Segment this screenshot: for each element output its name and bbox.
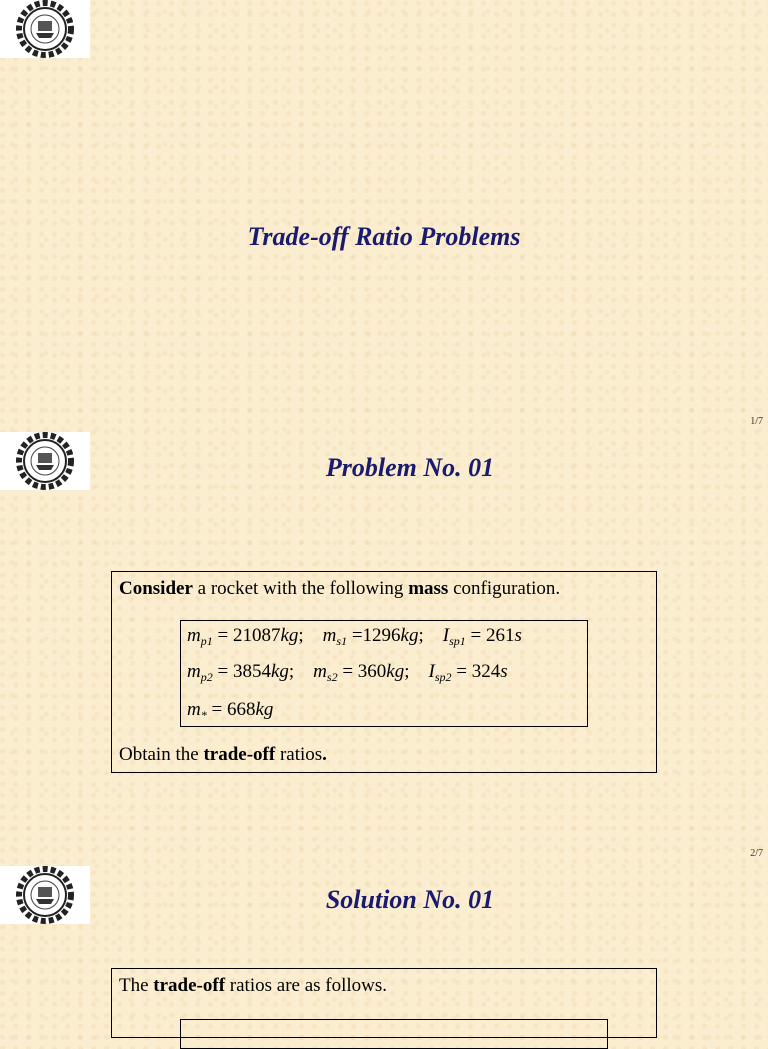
- mass-configuration-equations: [180, 620, 588, 727]
- solution-box: [111, 968, 657, 1038]
- equation-row-3: $m_* = 668kg$: [187, 699, 274, 722]
- problem-box: [111, 571, 657, 773]
- solution-statement: The trade-off ratios are as follows.: [119, 975, 388, 996]
- equation-row-2: $m_{p2} = 3854kg$; $m_{s2} = 360kg$; $I_{sp2} = 324s$: [187, 661, 508, 684]
- page-number: 2/7: [750, 848, 763, 859]
- institute-logo: [0, 0, 90, 58]
- equation-row-1: $m_{p1} = 21087kg$; $m_{s1} =1296kg$; $I_{sp1} = 261s$: [187, 625, 522, 648]
- slide-title: Trade-off Ratio Problems: [247, 222, 521, 251]
- problem-question: Obtain the trade-off ratios.: [119, 744, 327, 765]
- page-number: 1/7: [750, 416, 763, 427]
- slide-title: Solution No. 01: [325, 885, 495, 914]
- slide-title: Problem No. 01: [325, 453, 495, 482]
- gear-emblem-icon: [0, 0, 90, 58]
- problem-statement: Consider a rocket with the following mass configuration.: [119, 578, 561, 599]
